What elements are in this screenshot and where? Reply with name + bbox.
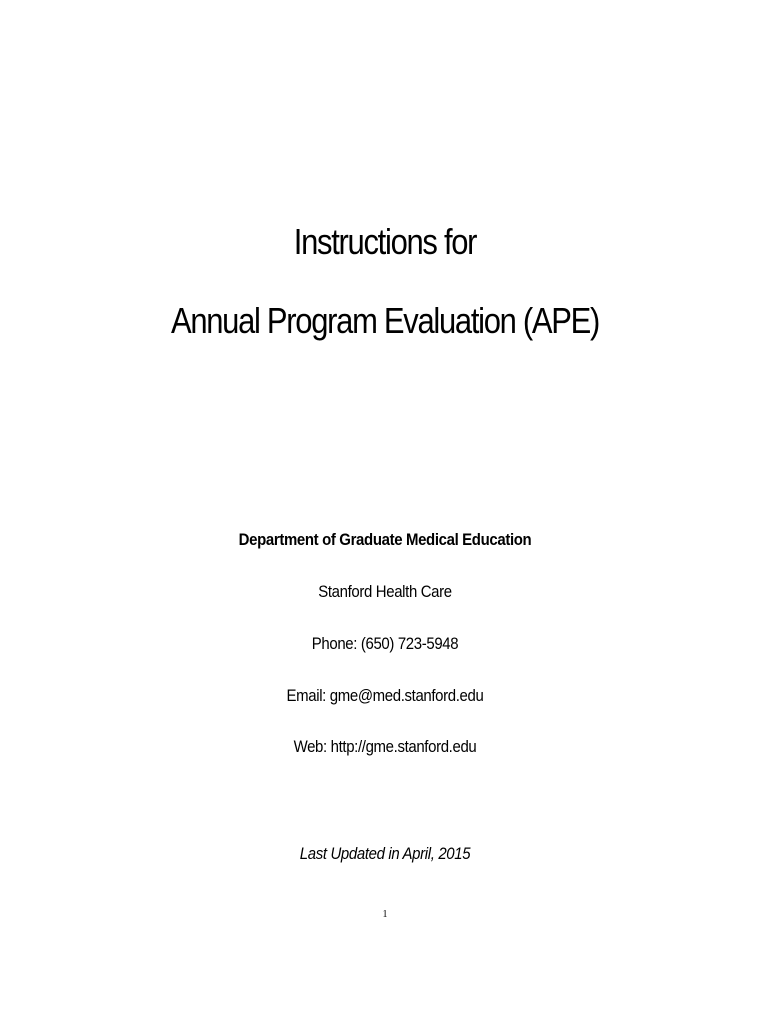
document-title-line-1: Instructions for [293, 221, 477, 262]
email-address: Email: gme@med.stanford.edu [286, 686, 484, 705]
document-title-line-2: Annual Program Evaluation (APE) [170, 300, 600, 341]
organization-name: Stanford Health Care [318, 582, 452, 601]
page-number: 1 [382, 909, 388, 920]
last-updated-note: Last Updated in April, 2015 [299, 844, 471, 863]
department-name: Department of Graduate Medical Education [238, 530, 532, 549]
phone-number: Phone: (650) 723-5948 [311, 634, 459, 653]
website-address: Web: http://gme.stanford.edu [293, 737, 477, 756]
